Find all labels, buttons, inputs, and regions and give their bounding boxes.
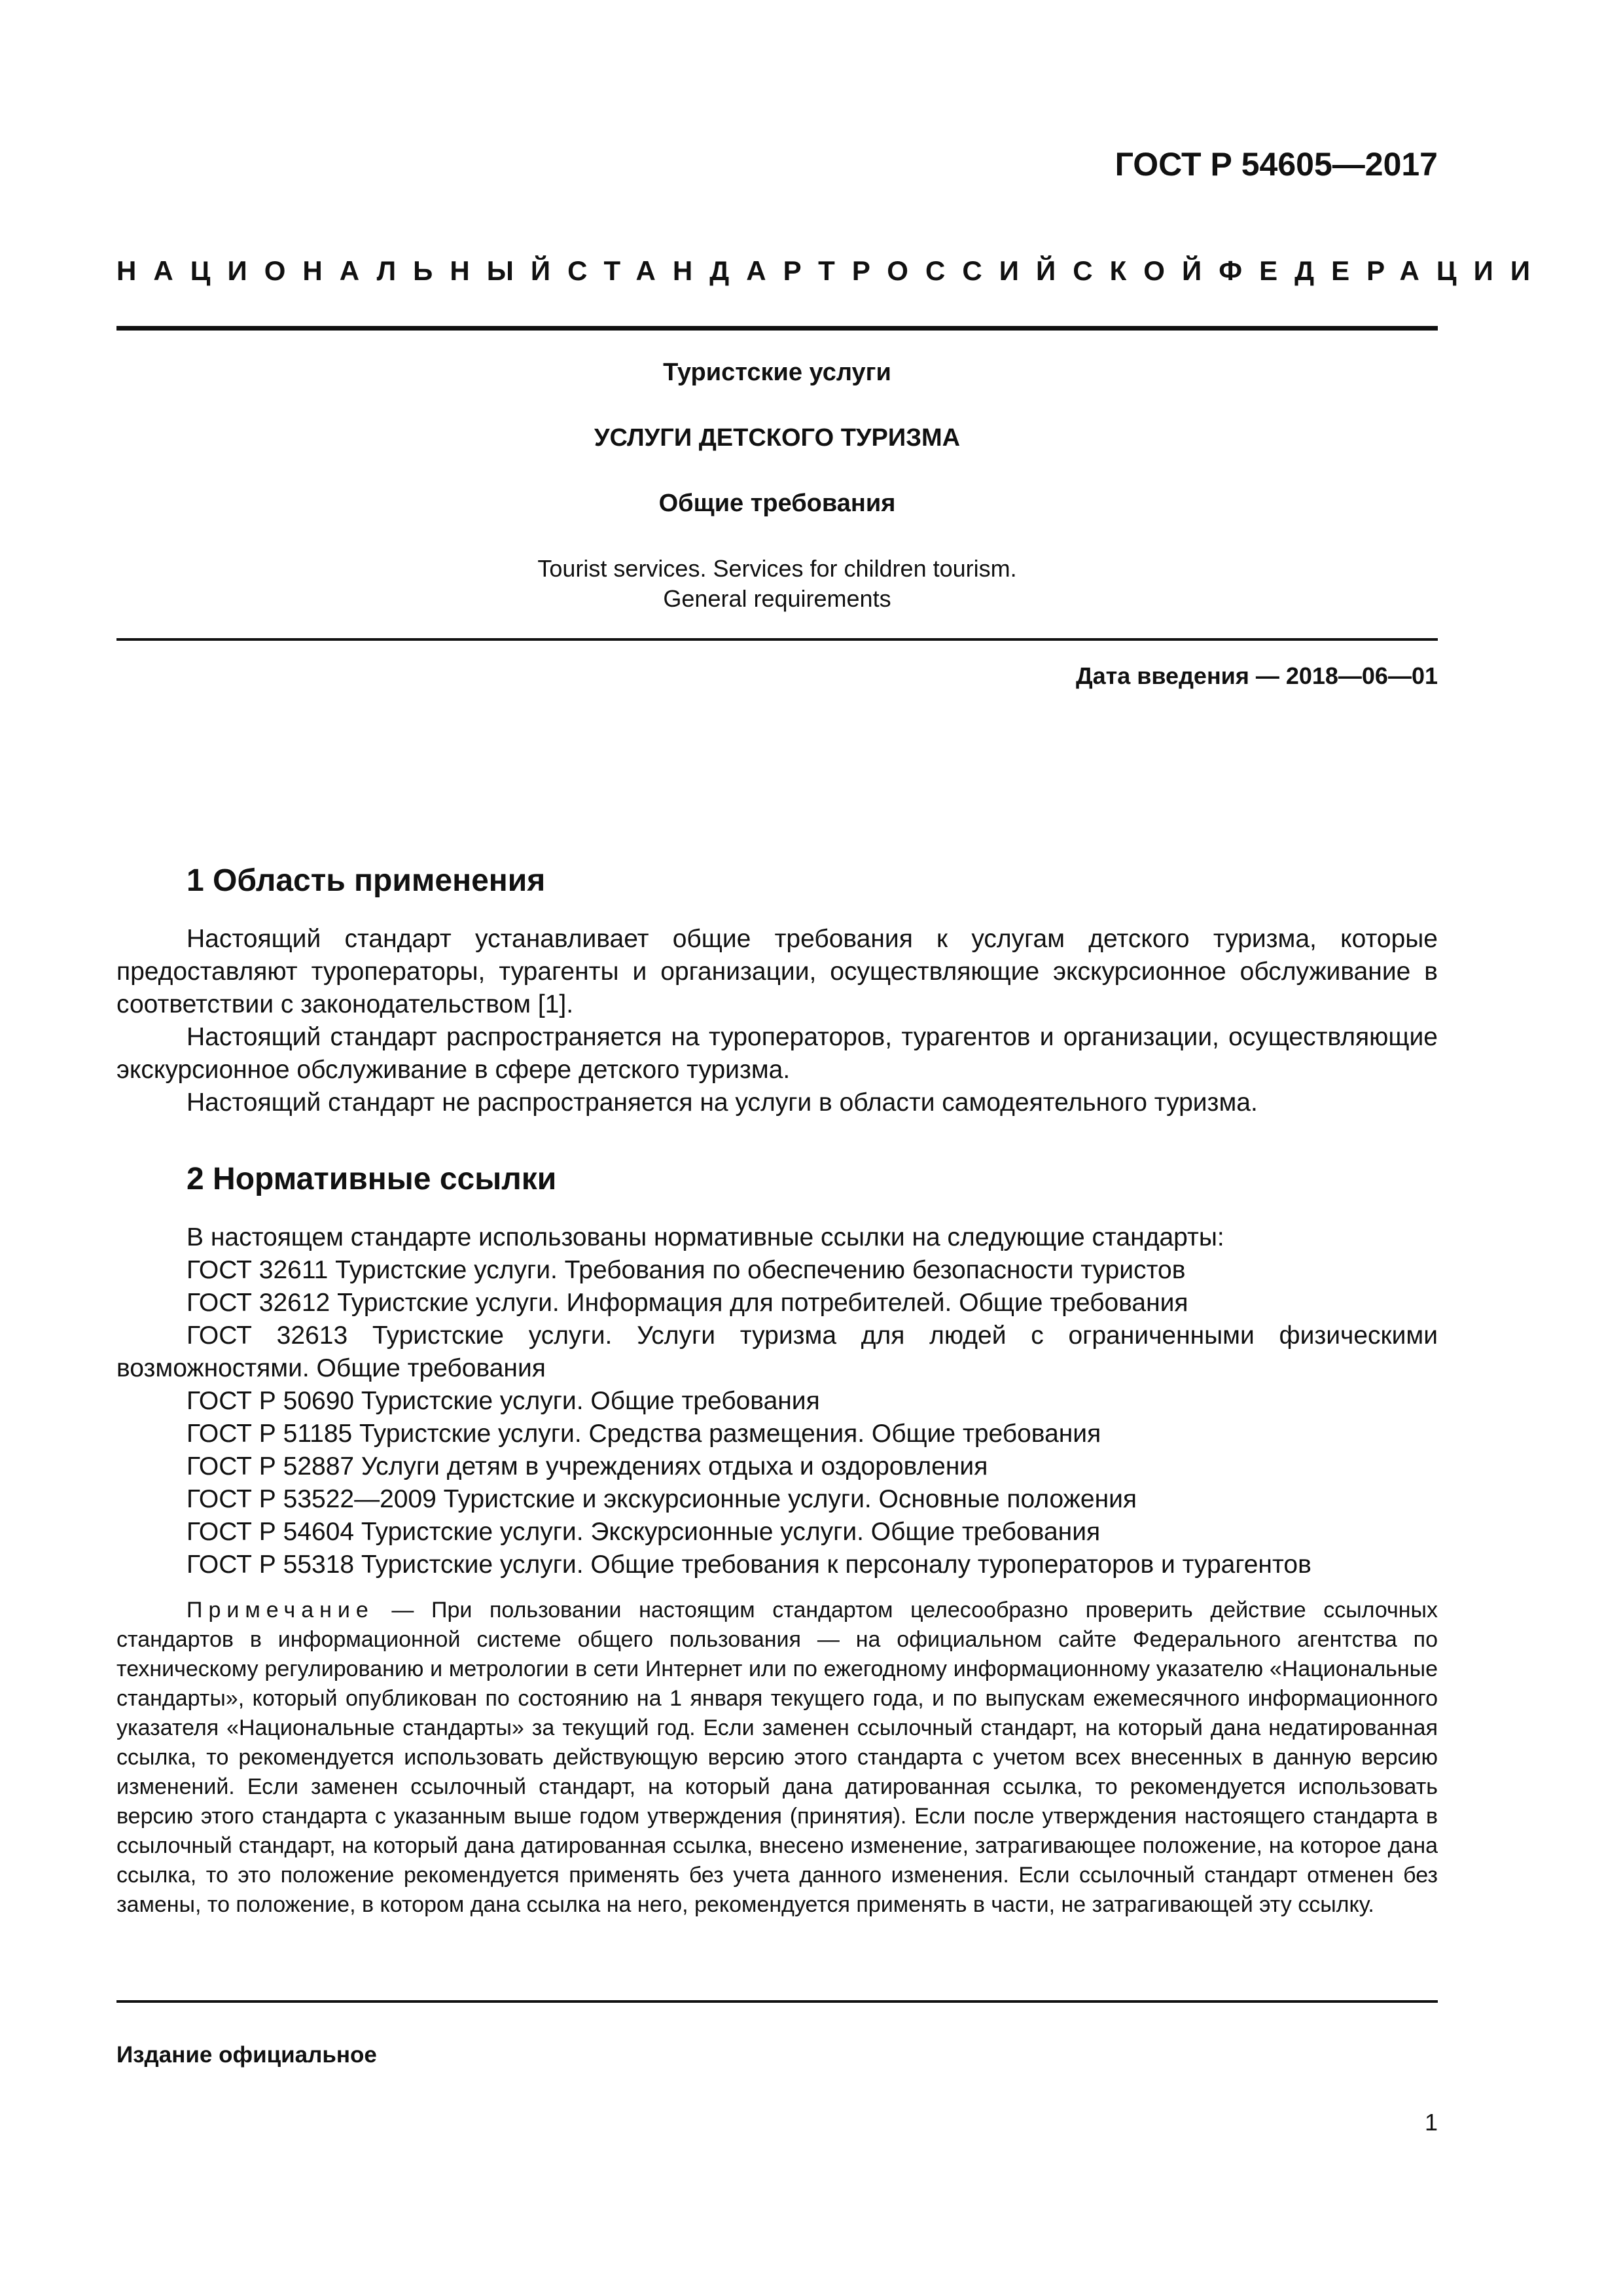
title-english-line-1: Tourist services. Services for children tourism. <box>537 555 1017 582</box>
title-rule <box>116 638 1438 641</box>
note-label: Примечание <box>187 1598 374 1623</box>
section-2-intro: В настоящем стандарте использованы нормативные ссылки на следующие стандарты: <box>187 1223 1224 1251</box>
reference-item: ГОСТ Р 51185 Туристские услуги. Средства размещения. Общие требования <box>187 1420 1101 1448</box>
reference-item: ГОСТ Р 54604 Туристские услуги. Экскурсионные услуги. Общие требования <box>187 1518 1101 1546</box>
edition-label: Издание официальное <box>116 2042 377 2068</box>
section-1-paragraph: Настоящий стандарт устанавливает общие требования к услугам детского туризма, которые предоставляют туроператоры, турагенты и организации, осуществляющие экскурсионное обслуживание в соответствии с законодательством [1]. <box>116 925 1438 1018</box>
introduction-date: Дата введения — 2018—06—01 <box>1075 662 1438 689</box>
reference-item: ГОСТ Р 53522—2009 Туристские и экскурсионные услуги. Основные положения <box>187 1485 1137 1513</box>
reference-item: ГОСТ Р 55318 Туристские услуги. Общие требования к персоналу туроператоров и турагентов <box>187 1551 1311 1579</box>
header-rule <box>116 326 1438 331</box>
banner-word-4: ФЕДЕРАЦИИ <box>1219 255 1548 286</box>
reference-item: ГОСТ 32613 Туристские услуги. Услуги туризма для людей с ограниченными физическими возможностями. Общие требования <box>116 1321 1438 1382</box>
note-paragraph <box>116 1596 1438 1920</box>
reference-item: ГОСТ 32612 Туристские услуги. Информация для потребителей. Общие требования <box>187 1289 1188 1317</box>
section-1-paragraph: Настоящий стандарт не распространяется на услуги в области самодеятельного туризма. <box>187 1088 1258 1117</box>
title-main: УСЛУГИ ДЕТСКОГО ТУРИЗМА <box>594 424 961 452</box>
reference-item: ГОСТ Р 50690 Туристские услуги. Общие требования <box>187 1387 820 1415</box>
title-group: Туристские услуги <box>663 359 891 386</box>
reference-item: ГОСТ 32611 Туристские услуги. Требования по обеспечению безопасности туристов <box>187 1256 1186 1284</box>
section-1-heading: 1 Область применения <box>187 863 546 898</box>
banner-word-3: РОССИЙСКОЙ <box>851 255 1219 286</box>
footer-rule <box>116 2000 1438 2003</box>
page-number: 1 <box>1424 2109 1438 2136</box>
title-sub: Общие требования <box>658 490 896 517</box>
banner-word-2: СТАНДАРТ <box>567 255 852 286</box>
title-english-line-2: General requirements <box>663 585 891 612</box>
banner-word-1: НАЦИОНАЛЬНЫЙ <box>116 255 568 286</box>
section-1-body <box>116 923 1438 1119</box>
national-standard-banner <box>116 255 1548 287</box>
section-2-body <box>116 1221 1438 1581</box>
reference-note <box>116 1596 1438 1920</box>
reference-item: ГОСТ Р 52887 Услуги детям в учреждениях отдыха и оздоровления <box>187 1452 988 1480</box>
section-2-heading: 2 Нормативные ссылки <box>187 1162 557 1196</box>
document-number: ГОСТ Р 54605—2017 <box>1115 146 1438 183</box>
section-1-paragraph: Настоящий стандарт распространяется на туроператоров, турагентов и организации, осуществляющие экскурсионное обслуживание в сфере детского туризма. <box>116 1023 1438 1084</box>
note-text: — При пользовании настоящим стандартом целесообразно проверить действие ссылочных стандартов в информационной системе общего пользования — на официальном сайте Федерального агентства по техническому регулированию и метрологии в сети Интернет или по ежегодному информационному указателю «Национальные стандарты», который опубликован по состоянию на 1 января текущего года, и по выпускам ежемесячного информационного указателя «Национальные стандарты» за текущий год. Если заменен ссылочный стандарт, на который дана недатированная ссылка, то рекомендуется использовать действующую версию этого стандарта с учетом всех внесенных в данную версию изменений. Если заменен ссылочный стандарт, на который дана датированная ссылка, то рекомендуется использовать версию этого стандарта с указанным выше годом утверждения (принятия). Если после утверждения настоящего стандарта в ссылочный стандарт, на который дана датированная ссылка, внесено изменение, затрагивающее положение, на которое дана ссылка, то это положение рекомендуется применять без учета данного изменения. Если ссылочный стандарт отменен без замены, то положение, в котором дана ссылка на него, рекомендуется применять в части, не затрагивающей эту ссылку. <box>116 1598 1438 1917</box>
